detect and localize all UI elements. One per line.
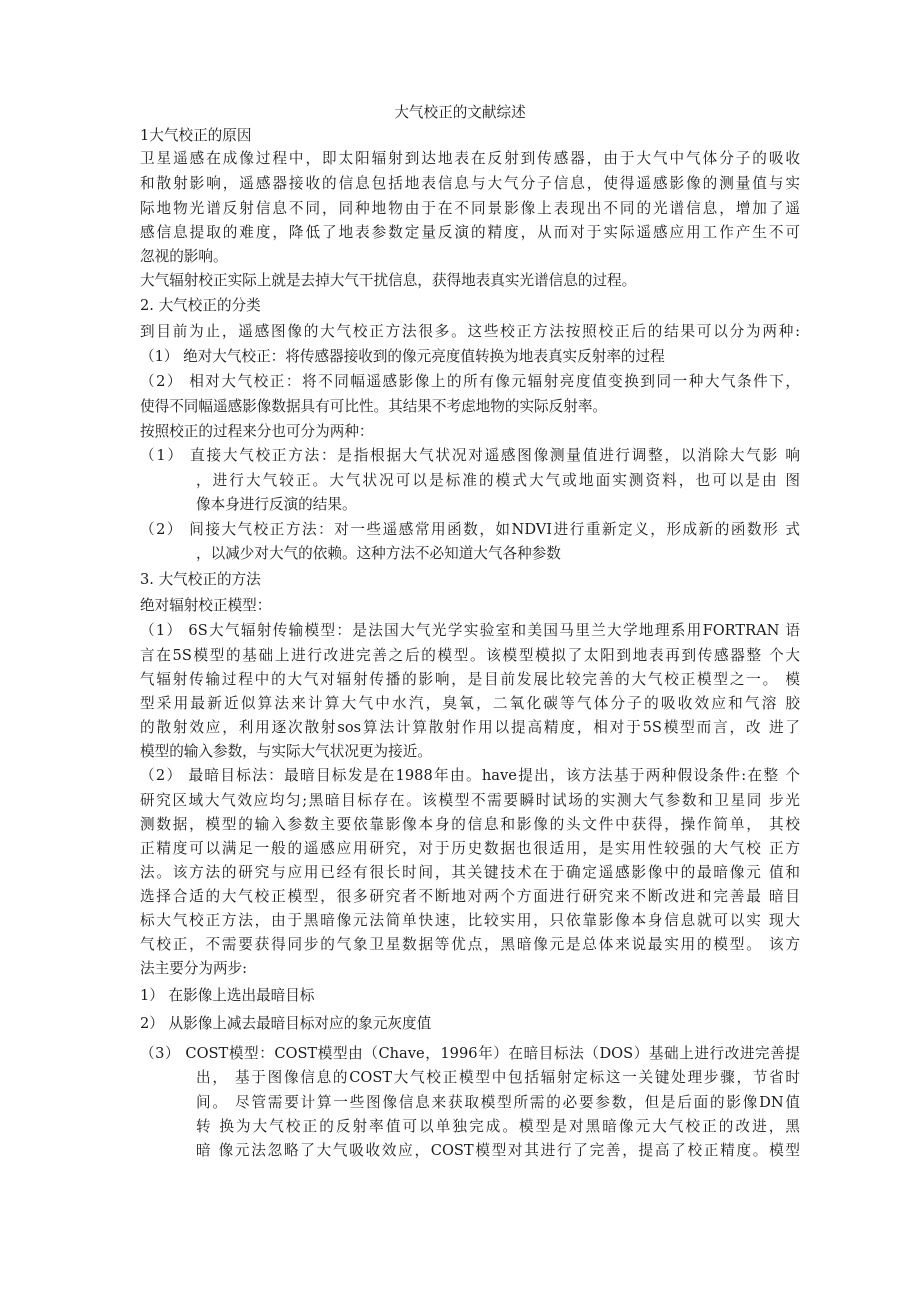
body-line: 型采用最新近似算法来计算大气中水汽，臭氧，二氧化碳等气体分子的吸收效应和气溶 胶 xyxy=(140,695,800,712)
heading-section-3: 3. 大气校正的方法 xyxy=(140,571,261,588)
list-item: （1） 6S大气辐射传输模型：是法国大气光学实验室和美国马里兰大学地理系用FORTRAN 语 xyxy=(140,622,800,639)
body-line: 大气辐射校正实际上就是去掉大气干扰信息，获得地表真实光谱信息的过程。 xyxy=(140,272,637,289)
body-line: 法。该方法的研究与应用已经有很长时间，其关键技术在于确定遥感影像中的最暗像元 值和 xyxy=(140,864,800,881)
list-item-continuation: 像本身进行反演的结果。 xyxy=(196,496,357,513)
body-line: 研究区域大气效应均匀;黑暗目标存在。该模型不需要瞬时试场的实测大气参数和卫星同 步光 xyxy=(140,792,800,809)
heading-section-2: 2. 大气校正的分类 xyxy=(140,297,261,314)
list-item-continuation: ，进行大气较正。大气状况可以是标准的模式大气或地面实测资料，也可以是由 图 xyxy=(196,472,800,489)
list-item-continuation: 暗 像元法忽略了大气吸收效应，COST模型对其进行了完善，提高了校正精度。模型 xyxy=(196,1142,800,1159)
body-line: 卫星遥感在成像过程中，即太阳辐射到达地表在反射到传感器，由于大气中气体分子的吸收 xyxy=(140,150,800,167)
body-line: 测数据，模型的输入参数主要依靠影像本身的信息和影像的头文件中获得，操作简单， 其校 xyxy=(140,816,800,833)
body-line: 气辐射传输过程中的大气对辐射传播的影响，是目前发展比较完善的大气校正模型之一。 模 xyxy=(140,671,800,688)
body-line: 选择合适的大气校正模型，很多研究者不断地对两个方面进行研究来不断改进和完善最 暗目 xyxy=(140,888,800,905)
list-item: （1） 绝对大气校正：将传感器接收到的像元亮度值转换为地表真实反射率的过程 xyxy=(140,348,665,365)
body-line: 绝对辐射校正模型： xyxy=(140,597,272,614)
body-line: 的散射效应，利用逐次散射sos算法计算散射作用以提高精度，相对于5S模型而言，改 进了 xyxy=(140,719,800,736)
list-item-continuation: 间。 尽管需要计算一些图像信息来获取模型所需的必要参数，但是后面的影像DN值 xyxy=(196,1094,800,1111)
body-line: 到目前为止，遥感图像的大气校正方法很多。这些校正方法按照校正后的结果可以分为两种: xyxy=(140,323,800,340)
list-item-continuation: 转 换为大气校正的反射率值可以单独完成。模型是对黑暗像元大气校正的改进，黑 xyxy=(196,1118,800,1135)
list-item: （2） 间接大气校正方法：对一些遥感常用函数，如NDVI进行重新定义，形成新的函数形 式 xyxy=(140,521,800,538)
body-line: 标大气校正方法，由于黑暗像元法简单快速，比较实用，只依靠影像本身信息就可以实 现大 xyxy=(140,912,800,929)
list-item: （3） COST模型：COST模型由（Chave，1996年）在暗目标法（DOS）基础上进行改进完善提 xyxy=(140,1045,800,1062)
body-line: 言在5S模型的基础上进行改进完善之后的模型。该模型模拟了太阳到地表再到传感器整 个大 xyxy=(140,647,800,664)
list-item-continuation: 出， 基于图像信息的COST大气校正模型中包括辐射定标这一关键处理步骤，节省时 xyxy=(196,1069,800,1086)
list-item: （2） 最暗目标法：最暗目标发是在1988年由。have提出，该方法基于两种假设条件:在整 个 xyxy=(140,767,800,784)
step-item: 1） 在影像上选出最暗目标 xyxy=(140,987,315,1004)
body-line: 气校正，不需要获得同步的气象卫星数据等优点，黑暗像元是总体来说最实用的模型。 该方 xyxy=(140,936,800,953)
body-line: 法主要分为两步: xyxy=(140,960,248,977)
body-line: 按照校正的过程来分也可分为两种： xyxy=(140,423,374,440)
heading-section-1: 1大气校正的原因 xyxy=(140,127,252,144)
body-line: 模型的输入参数，与实际大气状况更为接近。 xyxy=(140,743,432,760)
body-line: 和散射影响，遥感器接收的信息包括地表信息与大气分子信息，使得遥感影像的测量值与实 xyxy=(140,175,800,192)
step-item: 2） 从影像上减去最暗目标对应的象元灰度值 xyxy=(140,1015,432,1032)
list-item: （1） 直接大气校正方法：是指根据大气状况对遥感图像测量值进行调整，以消除大气影 响 xyxy=(140,447,800,464)
list-item: （2） 相对大气校正：将不同幅遥感影像上的所有像元辐射亮度值变换到同一种大气条件下， xyxy=(140,373,800,390)
list-item-continuation: ，以减少对大气的依赖。这种方法不必知道大气各种参数 xyxy=(196,545,561,562)
body-line: 感信息提取的难度，降低了地表参数定量反演的精度，从而对于实际遥感应用工作产生不可 xyxy=(140,224,800,241)
body-line: 使得不同幅遥感影像数据具有可比性。其结果不考虑地物的实际反射率。 xyxy=(140,398,608,415)
body-line: 正精度可以满足一般的遥感应用研究，对于历史数据也很适用，是实用性较强的大气校 正方 xyxy=(140,840,800,857)
body-line: 际地物光谱反射信息不同，同种地物由于在不同景影像上表现出不同的光谱信息，增加了遥 xyxy=(140,200,800,217)
body-line: 忽视的影响。 xyxy=(140,248,228,265)
document-title: 大气校正的文献综述 xyxy=(394,104,526,121)
